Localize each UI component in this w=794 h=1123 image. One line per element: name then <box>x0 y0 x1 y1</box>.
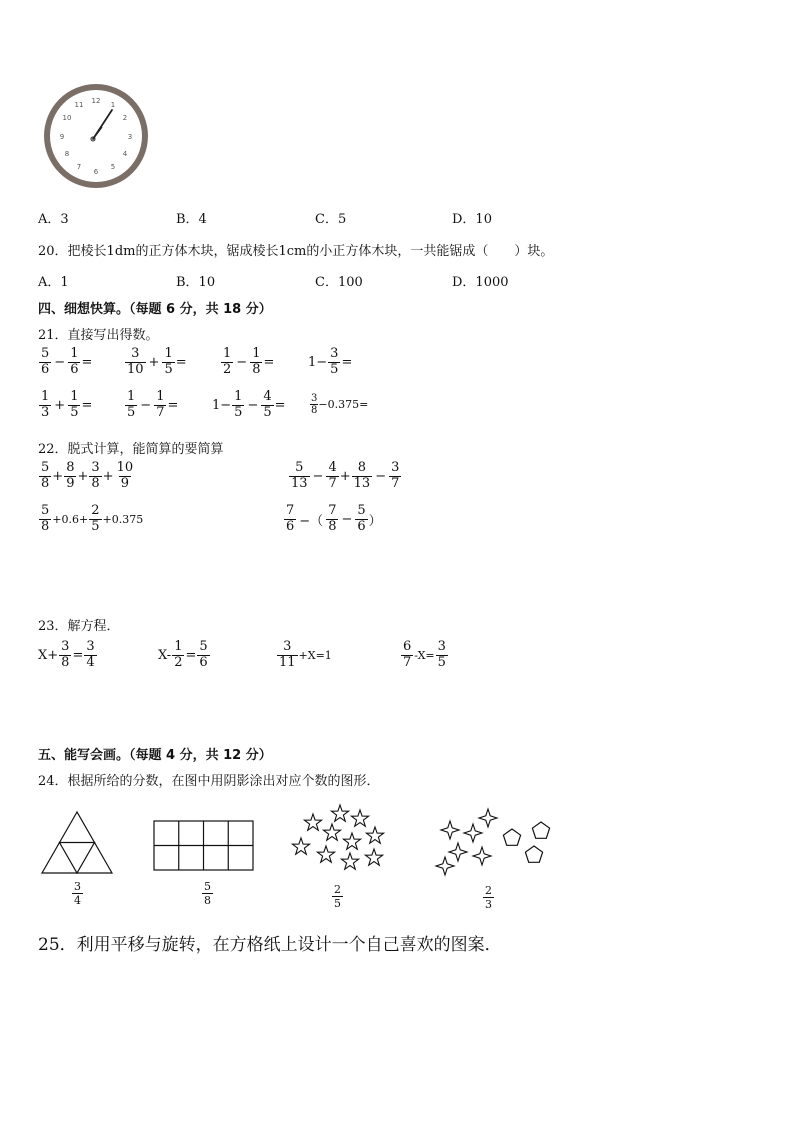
fraction-label-stars: $\frac{2}{5}$ <box>334 883 341 911</box>
clock-figure <box>40 82 152 190</box>
q21-expr-5: $\frac{1}{3}$ + $\frac{1}{5}$ = <box>41 389 93 420</box>
q23-title: 23．解方程． <box>38 619 120 634</box>
q20-option-d: D．1000 <box>452 275 509 290</box>
q22-title: 22．脱式计算，能简算的要简算 <box>38 442 224 457</box>
q22-expr-3: $\frac{5}{8}$ +0.6+ $\frac{2}{5}$ +0.375 <box>41 503 144 534</box>
rectangle-grid-figure <box>153 820 254 871</box>
clock-numeral: 2 <box>122 114 128 122</box>
fraction-label-triangle: $\frac{3}{4}$ <box>74 880 81 908</box>
clock-numeral: 7 <box>76 163 82 171</box>
q23-eq-4: $\frac{6}{7}$ -X= $\frac{3}{5}$ <box>403 639 446 670</box>
clock-numeral: 3 <box>127 133 133 141</box>
q19-option-a: A．3 <box>38 212 69 227</box>
q21-expr-7: 1− $\frac{1}{5}$ − $\frac{4}{5}$ = <box>212 389 286 420</box>
triangle-figure <box>40 810 114 876</box>
clock-numeral: 12 <box>91 97 101 105</box>
q21-expr-4: 1− $\frac{3}{5}$ = <box>308 346 353 377</box>
q21-expr-3: $\frac{1}{2}$ − $\frac{1}{8}$ = <box>223 346 275 377</box>
clock-numeral: 5 <box>110 163 116 171</box>
q19-option-b: B．4 <box>176 212 207 227</box>
q20-question: 20．把棱长1dm的正方体木块，锯成棱长1cm的小正方体木块，一共能锯成（ ）块。 <box>38 244 554 259</box>
four-point-stars-pentagons-figure <box>430 805 556 880</box>
clock-numeral: 1 <box>110 101 116 109</box>
fraction-label-mixed-shapes: $\frac{2}{3}$ <box>485 884 492 912</box>
q19-option-d: D．10 <box>452 212 492 227</box>
q20-option-c: C．100 <box>315 275 363 290</box>
q25-question: 25．利用平移与旋转，在方格纸上设计一个自己喜欢的图案． <box>38 935 502 955</box>
q21-expr-1: $\frac{5}{6}$ − $\frac{1}{6}$ = <box>41 346 93 377</box>
q24-title: 24．根据所给的分数，在图中用阴影涂出对应个数的图形． <box>38 774 380 789</box>
q20-option-a: A．1 <box>38 275 69 290</box>
q23-eq-3: $\frac{3}{11}$ +X=1 <box>279 639 332 670</box>
q19-option-c: C．5 <box>315 212 347 227</box>
q21-expr-6: $\frac{1}{5}$ − $\frac{1}{7}$ = <box>127 389 179 420</box>
q20-option-b: B．10 <box>176 275 216 290</box>
stars-figure <box>288 800 392 880</box>
clock-numeral: 9 <box>59 133 65 141</box>
section-4-heading: 四、细想快算。（每题 6 分，共 18 分） <box>38 302 272 317</box>
clock-numeral: 10 <box>62 114 72 122</box>
clock-numeral: 4 <box>122 150 128 158</box>
q21-expr-2: $\frac{3}{10}$ + $\frac{1}{5}$ = <box>127 346 187 377</box>
q21-expr-8: 3 8 −0.375= <box>311 393 369 416</box>
q21-title: 21．直接写出得数。 <box>38 328 159 343</box>
section-5-heading: 五、能写会画。（每题 4 分，共 12 分） <box>38 748 272 763</box>
clock-numeral: 6 <box>93 168 99 176</box>
fraction-label-rectangle: $\frac{5}{8}$ <box>204 880 211 908</box>
q23-eq-1: X+ $\frac{3}{8}$ = $\frac{3}{4}$ <box>38 639 95 670</box>
clock-numeral: 11 <box>74 101 84 109</box>
q23-eq-2: X- $\frac{1}{2}$ = $\frac{5}{6}$ <box>158 639 208 670</box>
q22-expr-4: $\frac{7}{6}$ −（ $\frac{7}{8}$ − $\frac{5}{6}$ ） <box>286 503 382 534</box>
clock-numeral: 8 <box>64 150 70 158</box>
q22-expr-1: $\frac{5}{8}$ + $\frac{8}{9}$ + $\frac{3}{8}$ + $\frac{10}{9}$ <box>41 460 134 491</box>
q22-expr-2: $\frac{5}{13}$ − $\frac{4}{7}$ + $\frac{8}{13}$ − $\frac{3}{7}$ <box>291 460 400 491</box>
